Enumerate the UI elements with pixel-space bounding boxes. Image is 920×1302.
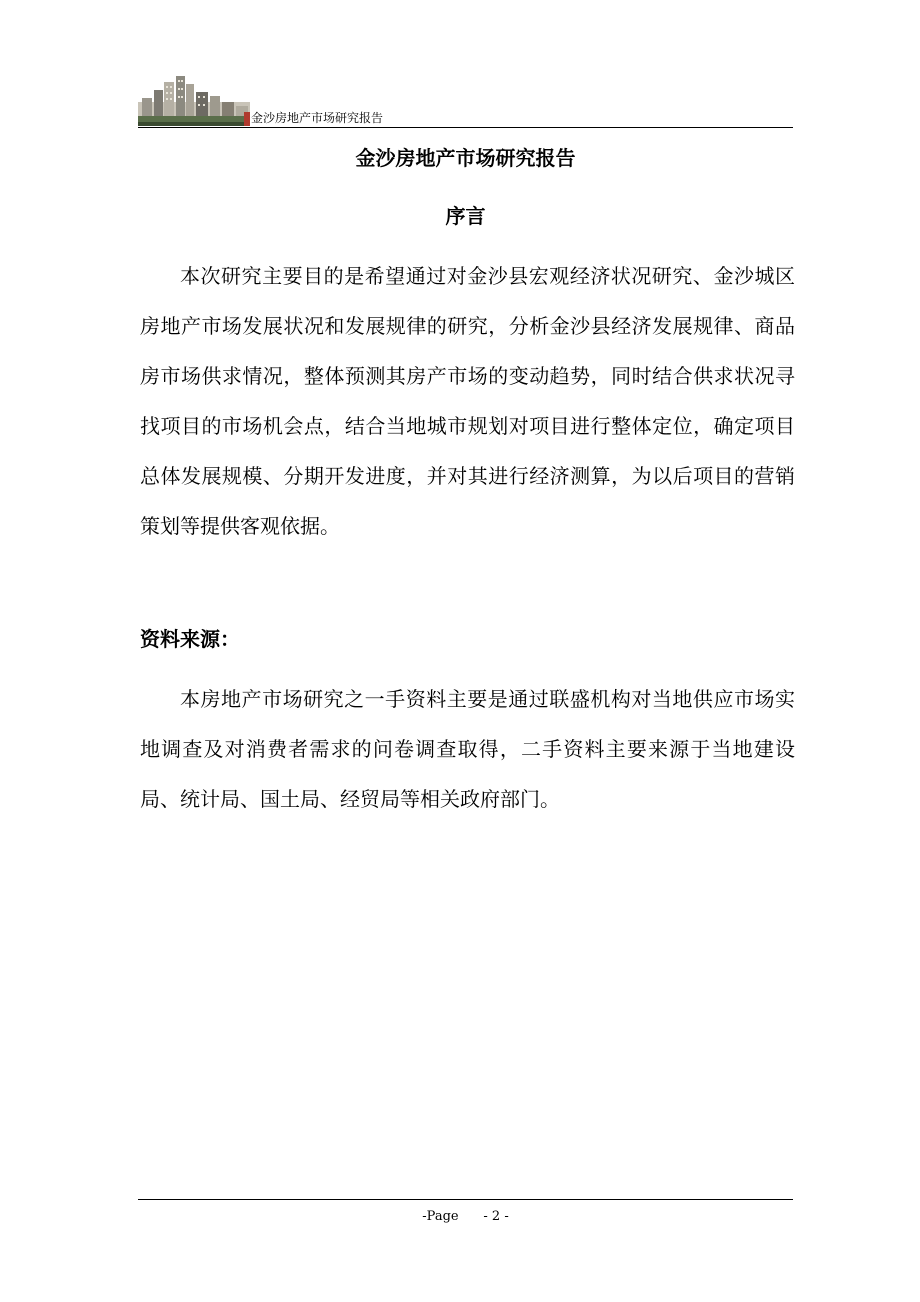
sources-heading: 资料来源： [140, 627, 240, 651]
preface-paragraph: 本次研究主要目的是希望通过对金沙县宏观经济状况研究、金沙城区房地产市场发展状况和发展规律的研究，分析金沙县经济发展规律、商品房市场供求情况，整体预测其房产市场的变动趋势，同时结合供求状况寻找项目的市场机会点，结合当地城市规划对项目进行整体定位，确定项目总体发展规模、分期开发进度，并对其进行经济测算，为以后项目的营销策划等提供客观依据。 [140, 264, 795, 538]
sources-paragraph: 本房地产市场研究之一手资料主要是通过联盛机构对当地供应市场实地调查及对消费者需求的问卷调查取得，二手资料主要来源于当地建设局、统计局、国土局、经贸局等相关政府部门。 [140, 687, 795, 811]
document-title: 金沙房地产市场研究报告 [355, 146, 576, 170]
header-divider [138, 127, 793, 128]
city-skyline-icon [138, 72, 250, 126]
preface-heading: 序言 [445, 204, 486, 228]
page-number: -Page - 2 - [422, 1209, 509, 1224]
footer-divider [138, 1199, 793, 1200]
running-header-title: 金沙房地产市场研究报告 [251, 111, 384, 125]
